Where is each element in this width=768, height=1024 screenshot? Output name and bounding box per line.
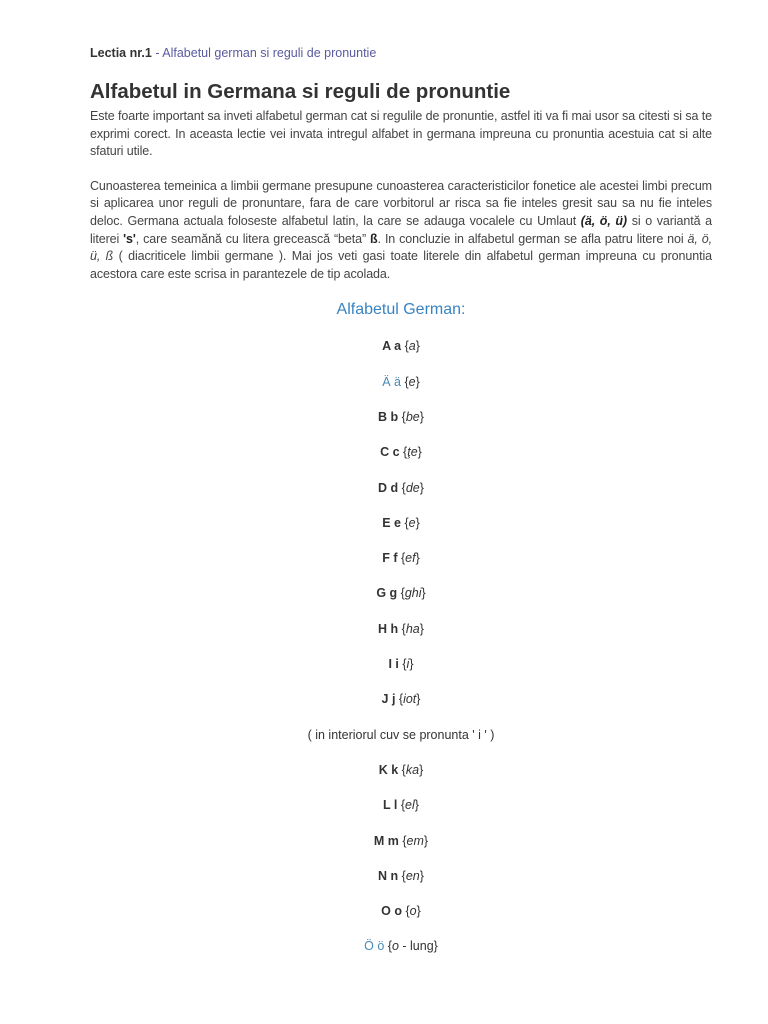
alphabet-heading [90, 300, 712, 320]
letter-glyph: M m [373, 833, 399, 848]
letter-pronunciation: de [405, 480, 420, 495]
letter-pronunciation-suffix: - lung [398, 939, 434, 954]
phonetics-text-2: si o variantă a literei [90, 213, 713, 246]
letter-pronunciation: e [408, 374, 416, 389]
letter-glyph: H h [378, 621, 399, 636]
alphabet-heading-colon: : [461, 301, 466, 319]
alphabet-letter: Ä ä {e} [382, 374, 420, 389]
alphabet-letter: C c {ţe} [380, 445, 422, 460]
letter-pronunciation: be [405, 409, 420, 424]
letter-pronunciation: ef [405, 551, 416, 566]
letter-pronunciation: en [405, 868, 420, 883]
letter-glyph: A a [382, 339, 402, 354]
alphabet-letter: Ö ö {o - lung} [364, 939, 438, 954]
new-letters: ä, ö, ü, ß [90, 231, 712, 264]
letter-pronunciation: ha [405, 621, 420, 636]
breadcrumb-link[interactable]: Alfabetul german si reguli de pronuntie [162, 46, 377, 60]
letter-glyph: Ö ö [364, 939, 385, 954]
alphabet-letter: I i {i} [388, 657, 414, 672]
alphabet-letter: N n {en} [378, 868, 424, 883]
phonetics-text-3: , care seamănă cu litera grecească “beta” [135, 231, 371, 246]
letter-pronunciation: e [408, 515, 416, 530]
letter-pronunciation: ka [405, 762, 420, 777]
alphabet-letter: O o {o} [381, 904, 421, 919]
alphabet-letter: E e {e} [382, 515, 420, 530]
letter-pronunciation: ghi [404, 586, 422, 601]
breadcrumb-separator: - [151, 46, 163, 60]
letter-glyph: J j [381, 692, 396, 707]
letter-pronunciation: ţe [407, 445, 418, 460]
letter-glyph: B b [378, 409, 399, 424]
phonetics-text-5: ( diacriticele limbii germane ). Mai jos veti gasi toate literele din alfabetul german impreuna cu pronuntia acestora care este scrisa in parantezele de tip acolada. [90, 249, 712, 281]
alphabet-list [90, 338, 712, 973]
letter-pronunciation: el [405, 798, 415, 813]
letter-glyph: G g [376, 586, 398, 601]
eszett-letter: ß [370, 231, 378, 246]
alphabet-heading-text: Alfabetul German [336, 301, 462, 319]
letter-glyph: O o [381, 904, 403, 919]
letter-glyph: F f [382, 551, 398, 566]
alphabet-letter: K k {ka} [378, 762, 424, 777]
alphabet-letter: J j {iot} [381, 692, 421, 707]
letter-pronunciation: em [406, 833, 424, 848]
s-letter: 's' [123, 231, 136, 246]
breadcrumb-lesson: Lectia nr.1 [90, 46, 152, 60]
letter-glyph: L l [383, 798, 398, 813]
letter-glyph: E e [382, 515, 401, 530]
letter-pronunciation: a [408, 339, 416, 354]
alphabet-letter: D d {de} [378, 480, 424, 495]
letter-glyph: C c [380, 445, 400, 460]
alphabet-letter: A a {a} [382, 339, 420, 354]
alphabet-letter: H h {ha} [378, 621, 424, 636]
page-title: Alfabetul in Germana si reguli de pronuntie [90, 80, 511, 103]
letter-glyph: N n [378, 868, 399, 883]
alphabet-letter: L l {el} [383, 798, 419, 813]
alphabet-letter: B b {be} [378, 409, 424, 424]
alphabet-letter: G g {ghi} [376, 586, 426, 601]
phonetics-paragraph [90, 178, 712, 284]
letter-glyph: I i [388, 657, 399, 672]
umlaut-vowels: (ä, ö, ü) [580, 213, 627, 228]
breadcrumb [90, 44, 712, 62]
letter-pronunciation: o [409, 904, 417, 919]
intro-paragraph: Este foarte important sa inveti alfabetul german cat si regulile de pronuntie, astfel iti va fi mai usor sa citesti si sa te exprimi corect. In aceasta lectie vei invata intregul alfabet in germana impreuna cu pronuntia acestuia cat si alte sfaturi utile. [90, 109, 712, 159]
letter-pronunciation: o [391, 939, 399, 954]
alphabet-letter: F f {ef} [382, 551, 420, 566]
phonetics-text-1: Cunoasterea temeinica a limbii germane presupune cunoasterea caracteristicilor fonetice ale acestei limbi precum si aplicarea unor reguli de pronuntare, fara de care vorbitorul ar risca sa fie inteles gresit sau sa nu fie inteles deloc. Germana actuala foloseste alfabetul latin, la care se adauga vocalele cu Umlaut [90, 178, 712, 228]
letter-glyph: D d [378, 480, 399, 495]
letter-pronunciation: i [406, 657, 410, 672]
phonetics-text-4: . In concluzie in alfabetul german se afla patru litere noi [377, 231, 688, 246]
letter-glyph: Ä ä [382, 374, 401, 389]
letter-pronunciation: iot [403, 692, 417, 707]
alphabet-letter: M m {em} [373, 833, 429, 848]
alphabet-note: ( in interiorul cuv se pronunta ' i ' ) [307, 727, 495, 742]
letter-glyph: K k [378, 762, 399, 777]
